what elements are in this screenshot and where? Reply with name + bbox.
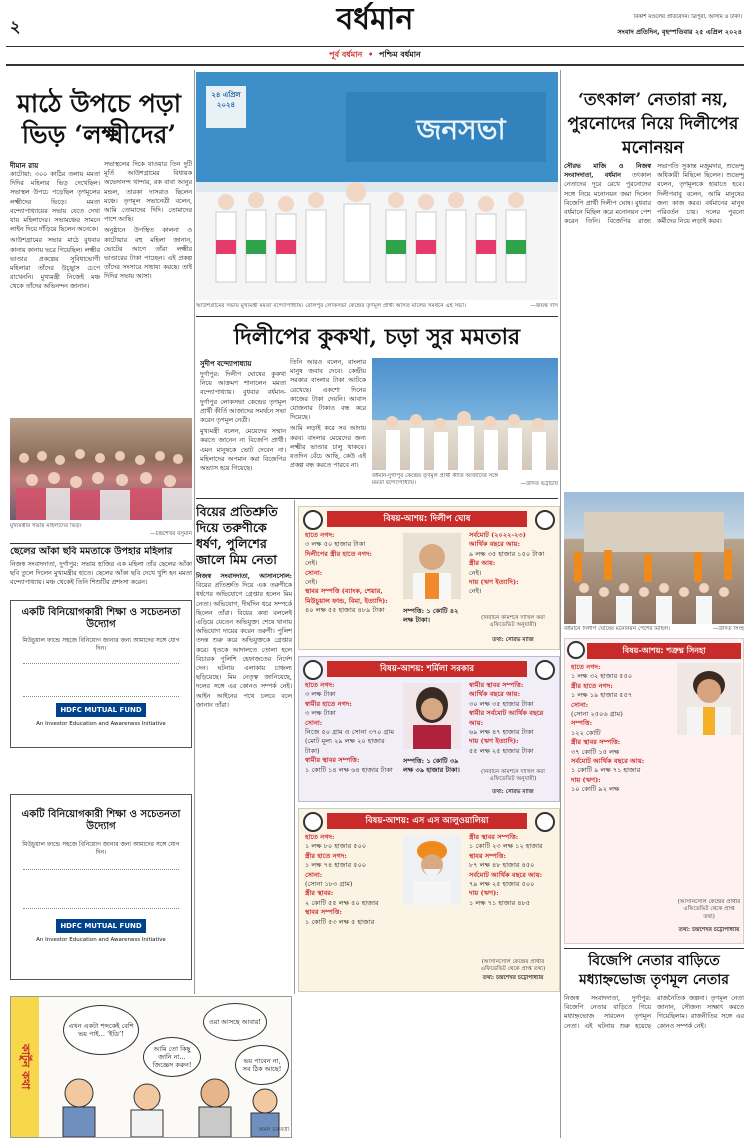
ahluwalia-source: (আসানসোল কেন্দ্রের প্রার্থীর এফিডেভিট থেকে প্রাপ্ত তথ্য): [480, 959, 546, 973]
left-crowd-photo: [10, 418, 192, 520]
ahluwalia-col1: [305, 833, 397, 927]
ad-2-body: মিউচুয়াল ফান্ডে সহজে বিনিয়োগ জানার জন্য আমাদের সঙ্গে যোগ দিন।: [22, 841, 180, 856]
dilip-gold-label: সোনা:: [305, 568, 323, 577]
dilip-wife-cash: নেই।: [305, 559, 318, 568]
shatrughan-liability: ১০ কোটি ৯২ লক্ষ: [571, 785, 620, 794]
shatrughan-liability-label: দায় (ঋণ):: [571, 775, 601, 784]
masthead-date: সংবাদ প্রতিদিন, বৃহস্পতিবার ২৫ এপ্রিল ২০২৪: [617, 28, 742, 36]
left-story-para-3: সভাস্থলের দিকে যাওয়ার তিন দুটি মূর্তি আউশগ্রামের বিধায়ক অভেদানন্দ থান্দার, রক বাবা আনুর মন্ডল, তারকা দাসরাও ছিলেন মঞ্চে। তৃণমূল সভানেত্রী বলেন, আমি তোমাদের দিদি। তোমাদের পাশে আছি।: [104, 161, 192, 224]
ad-1-footer: An Investor Education and Awareness Initiative: [36, 721, 166, 727]
banner-janasabha: জনসভা: [416, 113, 506, 146]
sharmila-cash-label: হাতে নগদ:: [305, 681, 335, 689]
ahluwalia-immovable: ৮৭ লক্ষ ৪৮ হাজার ৪৫০: [469, 861, 535, 870]
sharmila-gold: নিজে ৫০ গ্রাম ও সোনা ৩৭০ গ্রাম (মোট মূল্য ২৯ লক্ষ ২০ হাজার টাকা): [305, 728, 395, 755]
left-story-headline: মাঠে উপচে পড়া ভিড় ‘লক্ষ্মীদের’: [17, 89, 181, 149]
procession-illustration: [564, 492, 744, 624]
center-story-para-3: তিনি আরও বলেন, বাংলার মানুষ জবাব দেবে। কেন্দ্রীয় সরকার বাংলার টাকা আটকে রেখেছে। একশো দিনের কাজের টাকা দেয়নি। আবাস যোজনার টাকাও বন্ধ করে দিয়েছে।: [290, 359, 366, 422]
left-photo-credit: —চন্দ্রশেখর বসুমান: [149, 531, 192, 537]
lotus-symbol-icon-4: [535, 812, 555, 832]
assets-box-ahluwalia: [298, 808, 560, 992]
nomination-rally-photo: [564, 492, 744, 624]
cartoon-bubble-2: আমি তো কিছু জানি না... জিজ্ঞেস করুন!: [143, 1037, 201, 1077]
twin-flower-symbol-icon: [567, 641, 585, 659]
sharmila-col2: [469, 681, 557, 756]
ahluwalia-movable: ১ কোটি ৫৩ লক্ষ ৫ হাজার: [305, 917, 375, 926]
ahluwalia-movable-label: স্থাবর সম্পত্তি:: [305, 908, 342, 917]
stage-illustration-2: [372, 358, 558, 470]
kirti-photo-credit: —উদিত ভট্টাচার্য: [520, 481, 558, 487]
ad-box-2: [10, 794, 192, 980]
portrait-ahluwalia: [403, 835, 461, 905]
ahluwalia-wife-movable-label: স্ত্রীর স্থাবর:: [305, 889, 334, 898]
lotus-symbol-icon-3: [303, 812, 323, 832]
ahluwalia-wife-immovable: ১ কোটি ২৩ লক্ষ ১২ হাজার: [469, 842, 543, 851]
shatrughan-source: (আসানসোল কেন্দ্রের প্রার্থীর এফিডেভিট থেকে প্রাপ্ত তথ্য): [677, 899, 741, 920]
sharmila-husband-cash-label: স্বামীর হাতে নগদ:: [305, 699, 352, 708]
sharmila-husband-movable: ১ কোটি ১৪ লক্ষ ৬৪ হাজার টাকা: [305, 765, 393, 774]
ahluwalia-gold-label: সোনা:: [305, 870, 323, 879]
nomination-photo-credit: —উদিত সিংহ: [712, 626, 744, 632]
ad-1-body: মিউচুয়াল ফান্ডে সহজে বিনিয়োগ জানার জন্য আমাদের সঙ্গে যোগ দিন।: [22, 637, 180, 652]
dilip-liability-label: দায় (ঋণ ইত্যাদি):: [469, 578, 519, 587]
ahluwalia-wife-immovable-label: স্ত্রীর স্থাবর সম্পত্তি:: [469, 833, 519, 841]
assets-box-shatrughan-title: বিষয়-আশয়: শত্রুঘ্ন সিনহা: [587, 643, 741, 659]
mim-story-headline: বিয়ের প্রতিশ্রুতি দিয়ে তরুণীকে ধর্ষণ, পুলিশের জালে মিম নেতা: [196, 504, 278, 567]
left-story-byline: দীমান রায়: [10, 161, 39, 170]
dilip-ghosh-photo: [403, 533, 461, 599]
dilip-wife-cash-label: দিলীপের স্ত্রীর হাতে নগদ:: [305, 549, 372, 558]
dilip-property: সম্পত্তি: ১ কোটি ৪২ লক্ষ টাকা।: [403, 607, 459, 625]
sharmila-husband-immovable-label: স্বামীর স্থাবর সম্পত্তি:: [469, 681, 524, 689]
center-story-para-1: দুর্গাপুর: দিলীপ ঘোষের কুকথা নিয়ে আক্রমণ শানালেন মমতা বন্দ্যোপাধ্যায়। বুধবার বর্ধমান-দুর্গাপুর লোকসভা কেন্দ্রের তৃণমূল প্রার্থী কীর্তি আজাদের সমর্থনে সভা করেন তৃণমূল নেত্রী।: [200, 371, 286, 425]
dilip-income-year: সর্বমোট (২০২২-২৩): [469, 531, 526, 539]
shatrughan-cash-label: হাতে নগদ:: [571, 663, 601, 671]
dilip-col1: [305, 531, 397, 616]
dilip-cash-label: হাতে নগদ:: [305, 531, 335, 539]
assets-box-sharmila: [298, 656, 560, 802]
ahluwalia-col2: [469, 833, 557, 908]
shatrughan-wife-movable: ৩৭ কোটি ১৫ লক্ষ: [571, 747, 620, 756]
left-story-body: [10, 170, 100, 414]
ahluwalia-immovable-label: স্থাবর সম্পত্তি:: [469, 851, 506, 860]
dilip-wife-income: নেই।: [469, 568, 482, 577]
mim-story-body: [196, 572, 292, 982]
left-story-body-b: [104, 160, 192, 414]
sharmila-col1: [305, 681, 397, 775]
assets-box-dilip-title: বিষয়-আশয়: দিলীপ ঘোষ: [327, 511, 527, 527]
shatrughan-gold-label: সোনা:: [571, 700, 589, 709]
right-story-byline: সৌরভ মাজি ও নিজস্ব সংবাদদাতা, বর্ধমান: [564, 163, 651, 180]
shatrughan-photo: [677, 663, 741, 735]
dilip-movable-label: স্থাবর সম্পত্তি (ব্যাংক, শেয়ার, মিউচুয়াল ফান্ড, বিমা, ইত্যাদি):: [305, 587, 388, 605]
rally-stage-photo: [196, 72, 558, 300]
cartoon-strip: [10, 996, 292, 1138]
ad-2-footer: An Investor Education and Awareness Initiative: [36, 937, 166, 943]
shatrughan-wife-cash-label: স্ত্রীর হাতে নগদ:: [571, 681, 613, 690]
women-story-body: নিজস্ব সংবাদদাতা, দুর্গাপুর: সভায় হাজির এক মহিলা তাঁর ছেলের আঁকা ছবি তুলে দিলেন মুখ্যমন্ত্রীর হাতে। ছেলের আঁকা ছবি দেখে খুশি হন মমতা বন্দ্যোপাধ্যায়। মঞ্চ থেকেই তিনি শিশুটির প্রশংসা করেন।: [10, 561, 192, 587]
ahluwalia-liability: ১ লক্ষ ৭১ হাজার ৪৮৫: [469, 898, 531, 907]
shatrughan-income-label: সর্বমোট আর্থিক বছরে আয়:: [571, 757, 645, 766]
dilip-income: ৯ লক্ষ ৩৫ হাজার ১৫০ টাকা: [469, 549, 545, 558]
sharmila-cash: ৩ লক্ষ টাকা: [305, 690, 336, 699]
ad-2-brand: HDFC MUTUAL FUND: [56, 919, 146, 933]
lotus-symbol-icon-2: [535, 510, 555, 530]
sharmila-husband-cash: ৩ লক্ষ টাকা: [305, 709, 336, 718]
portrait-dilip: [403, 533, 461, 599]
sharmila-liability-label: দায় (ঋণ ইত্যাদি):: [469, 737, 519, 746]
center-story-byline: সুদীপ বন্দ্যোপাধ্যায়: [200, 360, 252, 368]
nomination-photo-caption: বর্ধমানে দিলীপ ঘোষের মনোনয়ন পেশের মিছিল।: [564, 626, 671, 632]
assets-box-shatrughan: [564, 638, 744, 944]
sharmila-gold-label: সোনা:: [305, 718, 323, 727]
ahluwalia-gold: (সোনা ১৮৩ গ্রাম): [305, 880, 353, 889]
assets-box-dilip: [298, 506, 560, 650]
portrait-sharmila: [403, 683, 461, 749]
shatrughan-wife-movable-label: স্ত্রীর স্থাবর সম্পত্তি:: [571, 738, 621, 747]
sharmila-property: সম্পত্তি: ১ কোটি ৩৯ লক্ষ ৩৯ হাজার টাকা।: [403, 757, 460, 775]
ad-1-schedule: [23, 663, 179, 697]
center-story-para-2: মুখ্যমন্ত্রী বলেন, মেয়েদের সম্মান করতে জানেন না বিজেপি প্রার্থী। এমন মানুষকে ভোট দেবেন না। মহিলাদের অপমান করা বিজেপির অভ্যাস হয়ে গিয়েছে।: [200, 428, 286, 473]
section-bar: [0, 49, 750, 63]
dilip-credit: তথ্য: সৌরভ মাজি: [492, 637, 534, 643]
stage-illustration: [196, 72, 558, 300]
shatrughan-cash: ১ লক্ষ ৩২ হাজার ৫৫০: [571, 672, 633, 681]
cartoon-bubble-3: ওরা আসছে আবার!: [203, 1003, 267, 1041]
section-west: পশ্চিম বর্ধমান: [379, 49, 421, 59]
ahluwalia-liability-label: দায় (ঋণ):: [469, 889, 499, 898]
ad-box-1: [10, 600, 192, 748]
shatrughan-property-label: সম্পত্তি:: [571, 719, 593, 728]
shatrughan-gold: (সোনা ২৫০৬ গ্রাম): [571, 710, 623, 719]
sharmila-income: ৩০ লক্ষ ৩৫ হাজার টাকা: [469, 699, 534, 708]
sharmila-husband-movable-label: স্বামীর স্থাবর সম্পত্তি:: [305, 756, 360, 765]
rally-photo-credit: —জয়ন্ত দাস: [530, 303, 558, 309]
center-story-para-4: আমি লড়াই করে সব আদায় করব। বাংলার মেয়েদের জন্য লক্ষ্মীর ভাণ্ডার চালু থাকবে। যতদিন বেঁচে আছি, কেউ এই প্রকল্প বন্ধ করতে পারবে না।: [290, 425, 366, 470]
ahluwalia-cash-label: হাতে নগদ:: [305, 833, 335, 841]
cartoon-character-2: [131, 1084, 163, 1137]
cartoon-bubble-1: এখন একটা শব্দকেই বেশি ভয় পাই... ‘ইডি’!: [63, 1005, 139, 1055]
sharmila-source: (নির্বাচন কমিশনে দাখিল করা এফিডেভিট অনুযায়ী): [481, 769, 545, 783]
shatrughan-property: ১২২ কোটি: [571, 728, 601, 737]
shatrughan-income: ১ কোটি ৯ লক্ষ ৭১ হাজার: [571, 766, 641, 775]
ahluwalia-wife-cash-label: স্ত্রীর হাতে নগদ:: [305, 851, 347, 860]
cartoon-character-1: [63, 1079, 95, 1137]
dilip-movable: ৪০ লক্ষ ৫৫ হাজার ৪৮৯ টাকা: [305, 606, 385, 615]
sickle-symbol-icon: [303, 660, 323, 680]
sickle-symbol-icon-2: [535, 660, 555, 680]
assets-box-sharmila-title: বিষয়-আশয়: শর্মিলা সরকার: [327, 661, 527, 677]
dilip-col2: [469, 531, 557, 597]
shatrughan-col1: [571, 663, 671, 795]
sharmila-liability: ৫৫ লক্ষ ২৫ হাজার টাকা: [469, 746, 534, 755]
center-story-col1: [200, 370, 286, 496]
dilip-cash: ৩ লক্ষ ৫০ হাজার টাকা: [305, 540, 366, 549]
cartoon-bubble-4: ভয় পাবেন না, সব ঠিক আছে!: [235, 1045, 289, 1085]
cartoon-title: কার্টুন কথা: [11, 997, 39, 1137]
ahluwalia-wife-cash: ১ লক্ষ ৭৪ হাজার ৫০০: [305, 861, 367, 870]
ahluwalia-wife-movable: ২ কোটি ৫৫ লক্ষ ৫০ হাজার: [305, 898, 379, 907]
sharmila-income-label: আর্থিক বছরে আয়:: [469, 690, 521, 699]
center-story-headline: দিলীপের কুকথা, চড়া সুর মমতার: [233, 324, 521, 350]
rally-photo-caption: আউশগ্রামের সভায় মুখ্যমন্ত্রী মমতা বন্দ্যোপাধ্যায়। বোলপুর লোকসভা কেন্দ্রের তৃণমূল প্রার্থী অসিত মালের সমর্থনে এই সভা।: [196, 303, 466, 309]
ad-2-schedule: [23, 869, 179, 909]
bjp-story-headline: বিজেপি নেতার বাড়িতে মধ্যাহ্নভোজ তৃণমূল নেতার: [578, 953, 730, 988]
kirti-azad-rally-photo: [372, 358, 558, 470]
right-story-body: [564, 162, 744, 486]
sharmila-photo: [403, 683, 461, 749]
sharmila-husband-income-label: স্বামীর সর্বমোট আর্থিক বছরে আয়:: [469, 709, 544, 727]
shatrughan-credit: তথ্য: চন্দ্রশেখর চট্টোপাধ্যায়: [678, 927, 740, 933]
masthead: [0, 0, 750, 46]
ad-1-brand: HDFC MUTUAL FUND: [56, 703, 146, 717]
shatrughan-wife-cash: ১ লক্ষ ১৯ হাজার ৫৫৭: [571, 691, 633, 700]
right-story-text: তৎকাল নেতাদের দূরে রেখে পুরনোদের সঙ্গে নিয়ে মনোনয়ন জমা দিলেন বিজেপি প্রার্থী দিলীপ ঘোষ। বুধবার বর্ধমানে মিছিল করে মনোনয়ন পেশ করেন তিনি। বিজেপির রাজ্য সভাপতি সুকান্ত মজুমদার, শুভেন্দু অধিকারী মিছিলে ছিলেন। শুভেন্দু বলেন, তৃণমূলকে হারাতে হবে। দিলীপবাবু বলেন, আমি মানুষের জন্য কাজ করব। বর্ধমানের মানুষ পরিবর্তন চায়। দলের পুরনো কর্মীদের নিয়ে লড়াই করব।: [564, 163, 744, 226]
sharmila-credit: তথ্য: সৌরভ মাজি: [492, 789, 534, 795]
bjp-story-body: নিজস্ব সংবাদদাতা, দুর্গাপুর: বিজেপি নেতার বাড়িতে গিয়ে মধ্যাহ্নভোজ সারলেন তৃণমূল নেতা। এই ঘটনায় শুরু হয়েছে রাজনৈতিক জল্পনা। তৃণমূল নেতা জানান, সৌজন্য সাক্ষাৎ করতে গিয়েছিলাম। রাজনীতির সঙ্গে এর কোনও সম্পর্ক নেই।: [564, 995, 744, 1030]
masthead-right-line1: বিকাশ মণ্ডলের প্রতিবেদন। ত্রিপুরা, আসাম ও ঢাকা।: [633, 14, 742, 20]
masthead-title: বর্ধমান: [336, 2, 414, 37]
cartoon-credit: অমল চক্রবর্তী: [258, 1127, 289, 1133]
left-story-para-1: কাটোয়া: ৩০০ কাঠির তলায় মমতা দিদির মহিলার ভিড় দেখেছিল। সভাস্থল উপচে পড়েছিল তৃণমূলের লক্ষ্মীদের ভিড়ে। মমতা বন্দ্যোপাধ্যায়ের সভায় যেতে দেখা যায় মহিলাদের। সভামঞ্চের সামনে লাইন দিয়ে দাঁড়িয়ে ছিলেন অনেকে।: [10, 171, 100, 234]
lotus-symbol-icon: [303, 510, 323, 530]
dilip-income-label: আর্থিক বছরে আয়:: [469, 540, 521, 549]
crowd-illustration: [10, 418, 192, 520]
ad-2-title: একটি বিনিয়োগকারী শিক্ষা ও সচেতনতা উদ্যোগ: [21, 809, 181, 832]
mim-dateline: নিজস্ব সংবাদদাতা, আসানসোল:: [196, 573, 292, 580]
left-photo-caption: মুখ্যমন্ত্রীর সভায় মহিলাদের ভিড়।: [10, 523, 82, 529]
ahluwalia-photo: [403, 835, 461, 905]
ad-1-title: একটি বিনিয়োগকারী শিক্ষা ও সচেতনতা উদ্যোগ: [21, 607, 181, 630]
portrait-shatrughan: [677, 663, 741, 735]
banner-date: ২৪ এপ্রিল ২০২৪: [211, 90, 241, 109]
assets-box-ahluwalia-title: বিষয়-আশয়: এস এস আলুওয়ালিয়া: [327, 813, 527, 829]
left-story-para-4: অনুষ্ঠানে উপস্থিত কালনা ও কাটোয়ার বহু মহিলা জানান, ভোটের আগে তাঁরা লক্ষ্মীর ভাণ্ডারের টাকা পাচ্ছেন। এই প্রকল্প তাঁদের সংসারে সাহায্য করছে। তাই দিদির সভায় আসা।: [104, 227, 192, 281]
page-number: ২: [10, 17, 21, 36]
dilip-gold: নেই।: [305, 578, 318, 587]
section-east: পূর্ব বর্ধমান: [329, 49, 363, 59]
kirti-photo-caption: বর্ধমান-দুর্গাপুর কেন্দ্রের তৃণমূল প্রার্থী কীর্তি আজাদের সঙ্গে মমতা বন্দ্যোপাধ্যায়।: [372, 473, 499, 487]
dilip-source: (নির্বাচন কমিশনে দাখিল করা এফিডেভিট অনুযায়ী): [481, 615, 545, 629]
dilip-liability: নেই।: [469, 587, 482, 596]
ahluwalia-credit: তথ্য: চন্দ্রশেখর চট্টোপাধ্যায়: [482, 975, 544, 981]
right-story-headline: ‘তৎকাল’ নেতারা নয়, পুরনোদের নিয়ে দিলীপের মনোনয়ন: [567, 90, 739, 158]
ahluwalia-cash: ১ লক্ষ ৮০ হাজার ৫০০: [305, 842, 367, 851]
ahluwalia-income: ৭৯ লক্ষ ২৫ হাজার ৫০০: [469, 880, 535, 889]
women-story-headline: ছেলের আঁকা ছবি মমতাকে উপহার মহিলার: [10, 546, 173, 557]
left-story-para-2: আউশগ্রামের সভার মাঠে বুধবার কানায় কানায় ভরে গিয়েছিল। লক্ষ্মীর ভাণ্ডার প্রকল্পের সুবিধাভোগী মহিলারা তাঁদের উচ্ছ্বাস চেপে রাখেননি। মুখ্যমন্ত্রী নিজেই মঞ্চ থেকে তাঁদের অভিনন্দন জানান।: [10, 237, 100, 291]
ahluwalia-income-label: সর্বমোট আর্থিক বছরে আয়:: [469, 870, 543, 879]
section-separator: •: [368, 49, 374, 59]
mim-body-text: বিয়ের প্রতিশ্রুতি দিয়ে এক তরুণীকে ধর্ষণের অভিযোগে গ্রেপ্তার হলেন মিম নেতা। অভিযোগ, দীর্ঘদিন ধরে সম্পর্কে ছিলেন তাঁরা। বিয়ের কথা বললেই এড়িয়ে যেতেন অভিযুক্ত। শেষে থানায় অভিযোগ দায়ের করেন তরুণী। পুলিশ তদন্ত শুরু করে অভিযুক্তকে গ্রেপ্তার করে। ধৃতকে আদালতে তোলা হলে বিচারক পুলিশি হেফাজতের নির্দেশ দেন। ঘটনায় এলাকায় চাঞ্চল্য ছড়িয়েছে। মিম নেতৃত্ব জানিয়েছে, দলের সঙ্গে এর কোনও সম্পর্ক নেই। আইন আইনের পথে চলবে বলে জানান তাঁরা।: [196, 582, 292, 709]
dilip-wife-income-label: স্ত্রীর আয়:: [469, 559, 496, 568]
center-story-col2: [290, 358, 366, 496]
sharmila-husband-income: ৬৯ লক্ষ ৪৭ হাজার টাকা: [469, 728, 534, 737]
